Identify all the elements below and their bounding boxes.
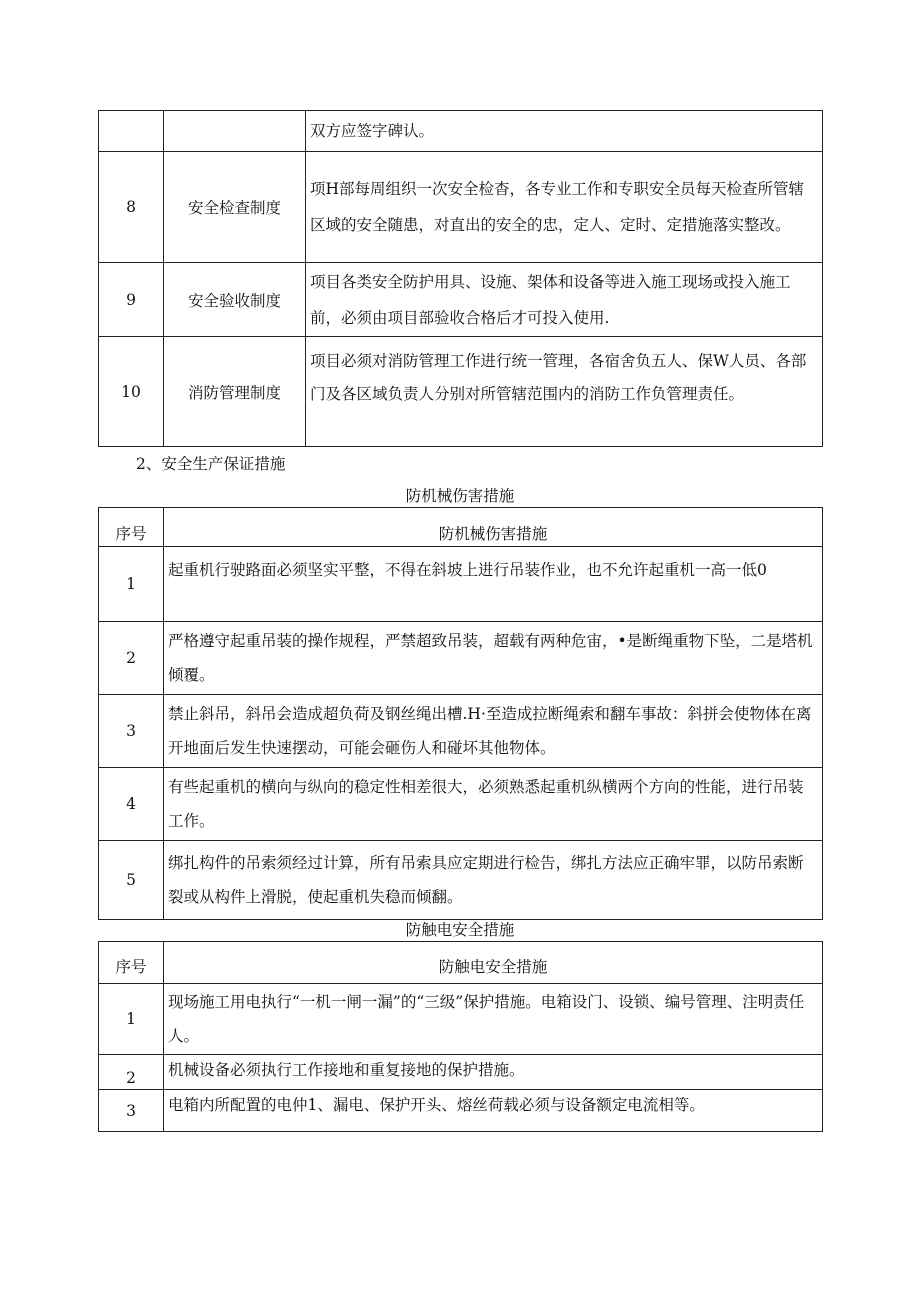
safety-rules-table [98,110,823,447]
row-number: 3 [99,1090,164,1132]
row-number: 2 [99,1055,164,1090]
table-row [99,622,823,695]
row-number: 3 [99,695,164,768]
row-number: 2 [99,622,164,695]
section-heading: 2、安全生产保证措施 [136,455,286,473]
row-number: 5 [99,841,164,920]
table-row [99,768,823,841]
table-row [99,152,823,263]
measure-text: 禁止斜吊，斜吊会造成超负荷及钢丝绳出槽.H·至造成拉断绳索和翻车事故：斜拼会使物体在离开地面后发生快速摆动，可能会砸伤人和碰坏其他物体。 [164,695,823,768]
table-row [99,984,823,1055]
rule-text: 项H部每周组织一次安全检杳，各专业工作和专职安全员每天检查所管辖区域的安全随患，对直出的安全的忠，定人、定时、定措施落实整改。 [306,152,823,263]
row-number: 4 [99,768,164,841]
rule-name: 安全验收制度 [164,263,306,337]
table-row [99,1055,823,1090]
table-caption: 防机械伤害措施 [405,487,515,505]
rule-text: 双方应签字碑认。 [306,111,823,152]
measure-text: 严格遵守起重吊装的操作规程，严禁超致吊装，超载有两种危宙，•是断绳重物下坠，二是塔机倾覆。 [164,622,823,695]
table-header-row [99,942,823,984]
rule-name: 安全检查制度 [164,152,306,263]
rule-name [164,111,306,152]
row-number: 1 [99,547,164,622]
measure-text: 绑扎构件的吊索须经过计算，所有吊索具应定期进行检告，绑扎方法应正确牢罪，以防吊索断裂或从构件上滑脱，使起重机失稳而倾翻。 [164,841,823,920]
header-title: 防触电安全措施 [164,942,823,984]
row-number [99,111,164,152]
row-number: 9 [99,263,164,337]
measure-text: 起重机行驶路面必须坚实平整，不得在斜坡上进行吊装作业，也不允许起重机一高一低0 [164,547,823,622]
table-row [99,841,823,920]
header-number: 序号 [99,508,164,547]
table-row [99,547,823,622]
header-title: 防机械伤害措施 [164,508,823,547]
table-row [99,695,823,768]
header-number: 序号 [99,942,164,984]
table-caption: 防触电安全措施 [405,921,515,939]
measure-text: 现场施工用电执行“一机一闸一漏”的“三级”保护措施。电箱设门、设锁、编号管理、注明责任人。 [164,984,823,1055]
table-row [99,111,823,152]
table-row [99,263,823,337]
electric-shock-table [98,941,823,1132]
row-number: 1 [99,984,164,1055]
table-header-row [99,508,823,547]
row-number: 10 [99,337,164,447]
measure-text: 有些起重机的横向与纵向的稳定性相差很大，必须熟悉起重机纵横两个方向的性能，进行吊装工作。 [164,768,823,841]
rule-text: 项目必须对消防管理工作进行统一管理，各宿舍负五人、保W人员、各部门及各区域负责人分别对所管辖范围内的消防工作负管理责任。 [306,337,823,447]
measure-text: 电箱内所配置的电仲1、漏电、保护开头、熔丝荷载必须与设备额定电流相等。 [164,1090,823,1132]
rule-name: 消防管理制度 [164,337,306,447]
rule-text: 项目各类安全防护用具、设施、架体和设备等进入施工现场或投入施工前，必须由项目部验收合格后才可投入使用. [306,263,823,337]
table-row [99,1090,823,1132]
measure-text: 机械设备必须执行工作接地和重复接地的保护措施。 [164,1055,823,1090]
mechanical-injury-table [98,507,823,920]
row-number: 8 [99,152,164,263]
table-row [99,337,823,447]
